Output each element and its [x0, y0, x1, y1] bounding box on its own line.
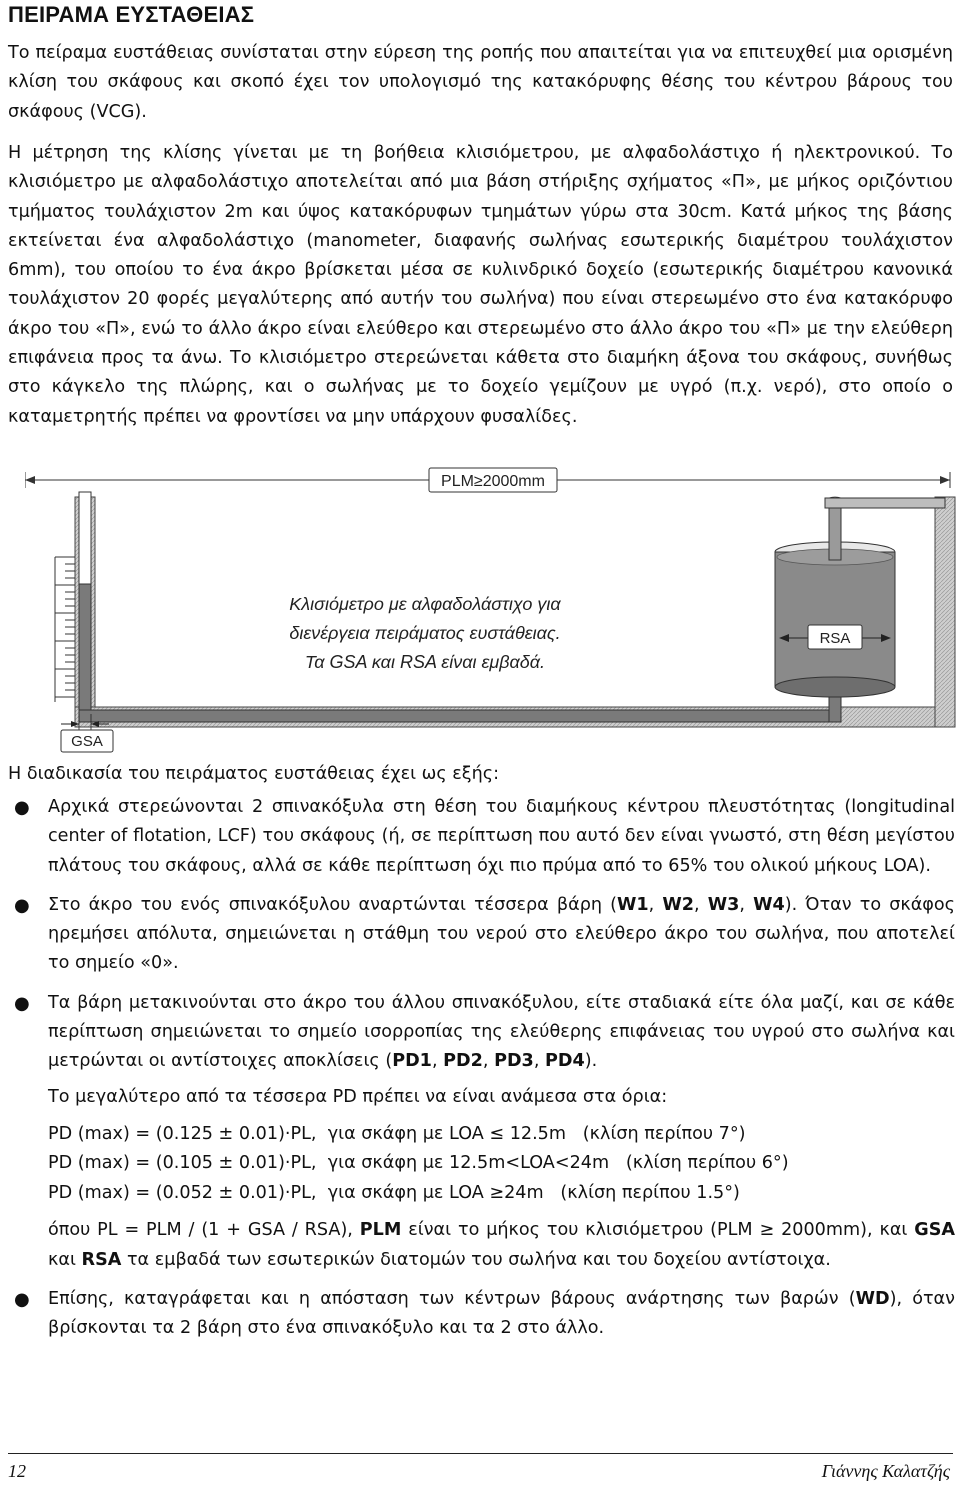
- pd-formulas: [48, 1120, 955, 1209]
- pd-formula-medium: PD (max) = (0.105 ± 0.01)·PL, για σκάφη με 12.5m<LOA<24m (κλίση περίπου 6°): [48, 1153, 789, 1174]
- measurement-scale: [55, 557, 75, 702]
- figure-caption-line-3: Τα GSA και RSA είναι εμβαδά.: [304, 652, 546, 672]
- deviation-pd4: PD4: [545, 1051, 585, 1072]
- gsa-label: GSA: [71, 733, 103, 750]
- list-item: ● Επίσης, καταγράφεται και η απόσταση των κέντρων βάρους ανάρτησης των βαρών (WD), όταν βρίσκονται τα 2 βάρη στο ένα σπινακόξυλο και τα 2 στο άλλο.: [0, 1285, 955, 1344]
- tube-free-end: [79, 492, 91, 584]
- weight-w3: W3: [707, 894, 740, 915]
- figure-caption-line-2: διενέργεια πειράματος ευστάθειας.: [289, 623, 561, 643]
- paragraph-intro: Το πείραμα ευστάθειας συνίσταται στην εύρεση της ροπής που απαιτείται για να επιτευχθεί μια ορισμένη κλίση του σκάφους και σκοπό έχει τον υπολογισμό της κατακόρυφης θέσης του κέντρου βάρους του σκάφους (VCG).: [8, 43, 953, 122]
- plm-label: PLM≥2000mm: [441, 473, 545, 490]
- bullet-icon: ●: [14, 894, 30, 916]
- deviation-pd2: PD2: [443, 1051, 483, 1072]
- author-name: Γιάννης Καλατζής: [821, 1461, 950, 1481]
- pl-definition: όπου PL = PLM / (1 + GSA / RSA), PLM είναι το μήκος του κλισιόμετρου (PLM ≥ 2000mm), και GSA και RSA τα εμβαδά των εσωτερικών διατομών του σωλήνα και του δοχείου αντίστοιχα.: [48, 1220, 955, 1270]
- tube-liquid-base: [79, 710, 841, 722]
- inclinometer-figure: [25, 462, 960, 757]
- page-title: ΠΕΙΡΑΜΑ ΕΥΣΤΑΘΕΙΑΣ: [8, 2, 255, 27]
- weight-w4: W4: [753, 894, 785, 915]
- bullet-icon: ●: [14, 992, 30, 1014]
- frame-right-leg: [935, 497, 955, 727]
- footer-divider: [8, 1453, 953, 1454]
- list-item: ● Αρχικά στερεώνονται 2 σπινακόξυλα στη θέση του διαμήκους κέντρου πλευστότητας (longitudinal center of flotation, LCF) του σκάφους (ή, σε περίπτωση που αυτό δεν είναι γνωστό, στη θέση μεγίστου πλάτους του σκάφους, αλλά σε κάθε περίπτωση όχι πιο πρύμα από το 65% του ολικού μήκους LOA).: [0, 793, 955, 881]
- pd-formula-large: PD (max) = (0.052 ± 0.01)·PL, για σκάφη με LOA ≥24m (κλίση περίπου 1.5°): [48, 1182, 740, 1203]
- weight-w1: W1: [617, 894, 649, 915]
- paragraph-inclinometer: Η μέτρηση της κλίσης γίνεται με τη βοήθεια κλισιόμετρου, με αλφαδολάστιχο ή ηλεκτρονικού. Το κλισιόμετρο με αλφαδολάστιχο αποτελείται από μια βάση στήριξης σχήματος «Π», με μήκος οριζόντιου τμήματος τουλάχιστον 2m και ύψος κατακόρυφων τμημάτων γύρω στα 30cm. Κατά μήκος της βάσης εκτείνεται ένα αλφαδολάστιχο (manometer, διαφανής σωλήνας εσωτερικής διαμέτρου τουλάχιστον 6mm), του οποίου το ένα άκρο βρίσκεται μέσα σε κυλινδρικό δοχείο (εσωτερικής διαμέτρου κανονικά τουλάχιστον 20 φορές μεγαλύτερης από αυτήν του σωλήνα) που είναι στερεωμένο στο ένα κατακόρυφο άκρο του «Π», ενώ το άλλο άκρο είναι ελεύθερο και στερεωμένο στο άλλο άκρο του «Π» με την ελεύθερη επιφάνεια προς τα άνω. Το κλισιόμετρο στερεώνεται κάθετα στο διαμήκη άξονα του σκάφους, συνήθως στο κάγκελο της πλώρης, και ο σωλήνας με το δοχείο γεμίζουν με υγρό (π.χ. νερό), στο οποίο ο καταμετρητής πρέπει να φροντίσει να μην υπάρχουν φυσαλίδες.: [8, 143, 953, 427]
- deviation-pd1: PD1: [392, 1051, 432, 1072]
- limits-intro: Το μεγαλύτερο από τα τέσσερα PD πρέπει να είναι ανάμεσα στα όρια:: [48, 1086, 668, 1107]
- list-item: ● Τα βάρη μετακινούνται στο άκρο του άλλου σπινακόξυλου, είτε σταδιακά είτε όλα μαζί, και σε κάθε περίπτωση σημειώνεται το σημείο ισορροπίας της ελεύθερης επιφάνειας του υγρού στο σωλήνα και μετρώνται οι αντίστοιχες αποκλίσεις (PD1, PD2, PD3, PD4). Το μεγαλύτερο από τα τέσσερα PD πρέπει να είναι ανάμεσα στα όρια: PD (max) = (0.125 ± 0.01)·PL, για σκάφη με LOA ≤ 12.5m (κλίση περίπου 7°) PD (max) = (0.105 ± 0.01)·PL, για σκάφη με 12.5m<LOA<24m (κλίση περίπου 6°) PD (max) = (0.052 ± 0.01)·PL, για σκάφη με LOA ≥24m (κλίση περίπου 1.5°) όπου PL = PLM / (1 + GSA / RSA), PLM είναι το μήκος του κλισιόμετρου (PLM ≥ 2000mm), και GSA και RSA τα εμβαδά των εσωτερικών διατομών του σωλήνα και του δοχείου αντίστοιχα.: [0, 989, 955, 1275]
- container-cylinder: [775, 497, 895, 697]
- tube-liquid-left: [79, 584, 91, 710]
- bullet-icon: ●: [14, 1289, 30, 1311]
- deviation-pd3: PD3: [494, 1051, 534, 1072]
- procedure-list: [0, 793, 960, 1344]
- bullet-icon: ●: [14, 797, 30, 818]
- page-number: 12: [8, 1461, 26, 1481]
- weight-w2: W2: [662, 894, 695, 915]
- list-item: ● Στο άκρο του ενός σπινακόξυλου αναρτώνται τέσσερα βάρη (W1, W2, W3, W4). Όταν το σκάφος ηρεμήσει απόλυτα, σημειώνεται η στάθμη του νερού στο ελεύθερο άκρο του σωλήνα, που αποτελεί το σημείο «0».: [0, 891, 955, 979]
- container-support-arm: [825, 498, 945, 508]
- figure-caption-line-1: Κλισιόμετρο με αλφαδολάστιχο για: [289, 594, 561, 614]
- weight-distance-wd: WD: [855, 1289, 890, 1310]
- pd-formula-small: PD (max) = (0.125 ± 0.01)·PL, για σκάφη με LOA ≤ 12.5m (κλίση περίπου 7°): [48, 1123, 746, 1144]
- rsa-label: RSA: [819, 630, 851, 647]
- procedure-intro: Η διαδικασία του πειράματος ευστάθειας έχει ως εξής:: [8, 764, 500, 784]
